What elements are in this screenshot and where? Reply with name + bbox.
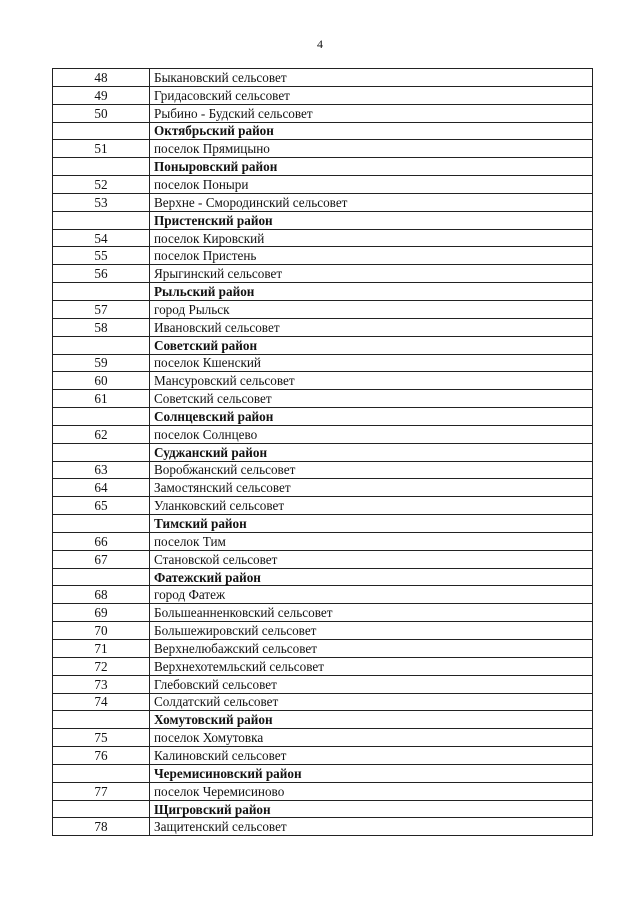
row-number (53, 443, 150, 461)
municipality-name: поселок Тим (150, 532, 593, 550)
row-number (53, 764, 150, 782)
municipality-name: город Фатеж (150, 586, 593, 604)
district-header-row (53, 408, 593, 426)
row-number (53, 711, 150, 729)
municipality-name: Становской сельсовет (150, 550, 593, 568)
row-number: 54 (53, 229, 150, 247)
row-number: 71 (53, 640, 150, 658)
table-row (53, 818, 593, 836)
table-body (53, 69, 593, 836)
district-header-row (53, 336, 593, 354)
row-number: 66 (53, 532, 150, 550)
row-number (53, 158, 150, 176)
district-header-row (53, 764, 593, 782)
table-row (53, 372, 593, 390)
municipality-name: Большеанненковский сельсовет (150, 604, 593, 622)
table-row (53, 675, 593, 693)
district-name: Советский район (150, 336, 593, 354)
district-name: Щигровский район (150, 800, 593, 818)
row-number (53, 211, 150, 229)
table-row (53, 782, 593, 800)
municipality-name: Рыбино - Будский сельсовет (150, 104, 593, 122)
municipality-name: Быкановский сельсовет (150, 69, 593, 87)
district-header-row (53, 515, 593, 533)
row-number: 65 (53, 497, 150, 515)
municipality-name: Солдатский сельсовет (150, 693, 593, 711)
row-number: 76 (53, 747, 150, 765)
municipality-name: поселок Поныри (150, 176, 593, 194)
district-name: Хомутовский район (150, 711, 593, 729)
page-number: 4 (317, 37, 323, 51)
district-name: Тимский район (150, 515, 593, 533)
table-row (53, 229, 593, 247)
table-row (53, 69, 593, 87)
municipality-name: Верхнехотемльский сельсовет (150, 657, 593, 675)
district-name: Черемисиновский район (150, 764, 593, 782)
district-header-row (53, 211, 593, 229)
municipality-name: поселок Черемисиново (150, 782, 593, 800)
municipality-name: поселок Хомутовка (150, 729, 593, 747)
municipality-name: Ярыгинский сельсовет (150, 265, 593, 283)
row-number (53, 568, 150, 586)
row-number: 51 (53, 140, 150, 158)
district-name: Фатежский район (150, 568, 593, 586)
district-header-row (53, 158, 593, 176)
row-number: 57 (53, 300, 150, 318)
row-number: 62 (53, 425, 150, 443)
table-row (53, 265, 593, 283)
row-number (53, 408, 150, 426)
district-header-row (53, 800, 593, 818)
district-name: Пристенский район (150, 211, 593, 229)
row-number: 53 (53, 193, 150, 211)
table-row (53, 176, 593, 194)
municipality-name: Гридасовский сельсовет (150, 86, 593, 104)
table-row (53, 532, 593, 550)
municipality-name: поселок Пристень (150, 247, 593, 265)
row-number: 70 (53, 622, 150, 640)
table-row (53, 622, 593, 640)
row-number: 68 (53, 586, 150, 604)
row-number: 77 (53, 782, 150, 800)
table-row (53, 461, 593, 479)
row-number: 72 (53, 657, 150, 675)
table-row (53, 140, 593, 158)
municipality-name: Воробжанский сельсовет (150, 461, 593, 479)
row-number: 55 (53, 247, 150, 265)
district-name: Суджанский район (150, 443, 593, 461)
row-number: 78 (53, 818, 150, 836)
municipality-name: Замостянский сельсовет (150, 479, 593, 497)
row-number (53, 515, 150, 533)
table-row (53, 729, 593, 747)
municipality-name: поселок Кшенский (150, 354, 593, 372)
municipality-name: Мансуровский сельсовет (150, 372, 593, 390)
district-header-row (53, 568, 593, 586)
municipalities-table (52, 68, 593, 836)
table-row (53, 104, 593, 122)
table-row (53, 354, 593, 372)
table-row (53, 425, 593, 443)
row-number: 50 (53, 104, 150, 122)
row-number: 63 (53, 461, 150, 479)
district-header-row (53, 283, 593, 301)
row-number: 48 (53, 69, 150, 87)
municipality-name: Калиновский сельсовет (150, 747, 593, 765)
district-name: Поныровский район (150, 158, 593, 176)
row-number: 69 (53, 604, 150, 622)
table-row (53, 657, 593, 675)
district-name: Солнцевский район (150, 408, 593, 426)
row-number: 58 (53, 318, 150, 336)
municipality-name: поселок Солнцево (150, 425, 593, 443)
row-number (53, 800, 150, 818)
table-row (53, 86, 593, 104)
municipality-name: поселок Прямицыно (150, 140, 593, 158)
table-row (53, 604, 593, 622)
municipality-name: Ивановский сельсовет (150, 318, 593, 336)
district-header-row (53, 711, 593, 729)
municipality-name: Советский сельсовет (150, 390, 593, 408)
table-row (53, 747, 593, 765)
row-number: 61 (53, 390, 150, 408)
municipality-name: Защитенский сельсовет (150, 818, 593, 836)
row-number: 56 (53, 265, 150, 283)
municipality-name: Верхнелюбажский сельсовет (150, 640, 593, 658)
table-row (53, 693, 593, 711)
table-row (53, 479, 593, 497)
municipality-name: город Рыльск (150, 300, 593, 318)
district-name: Рыльский район (150, 283, 593, 301)
district-name: Октябрьский район (150, 122, 593, 140)
municipality-name: Уланковский сельсовет (150, 497, 593, 515)
district-header-row (53, 122, 593, 140)
table-row (53, 497, 593, 515)
row-number: 59 (53, 354, 150, 372)
table-row (53, 300, 593, 318)
table-row (53, 550, 593, 568)
row-number: 67 (53, 550, 150, 568)
table-row (53, 640, 593, 658)
municipality-name: Глебовский сельсовет (150, 675, 593, 693)
row-number: 75 (53, 729, 150, 747)
row-number: 60 (53, 372, 150, 390)
row-number (53, 283, 150, 301)
district-header-row (53, 443, 593, 461)
row-number (53, 122, 150, 140)
table-row (53, 318, 593, 336)
table-row (53, 586, 593, 604)
row-number: 73 (53, 675, 150, 693)
row-number: 49 (53, 86, 150, 104)
row-number: 74 (53, 693, 150, 711)
row-number: 64 (53, 479, 150, 497)
table-row (53, 193, 593, 211)
row-number (53, 336, 150, 354)
table-row (53, 247, 593, 265)
row-number: 52 (53, 176, 150, 194)
table-row (53, 390, 593, 408)
municipality-name: поселок Кировский (150, 229, 593, 247)
municipality-name: Верхне - Смородинский сельсовет (150, 193, 593, 211)
municipality-name: Большежировский сельсовет (150, 622, 593, 640)
